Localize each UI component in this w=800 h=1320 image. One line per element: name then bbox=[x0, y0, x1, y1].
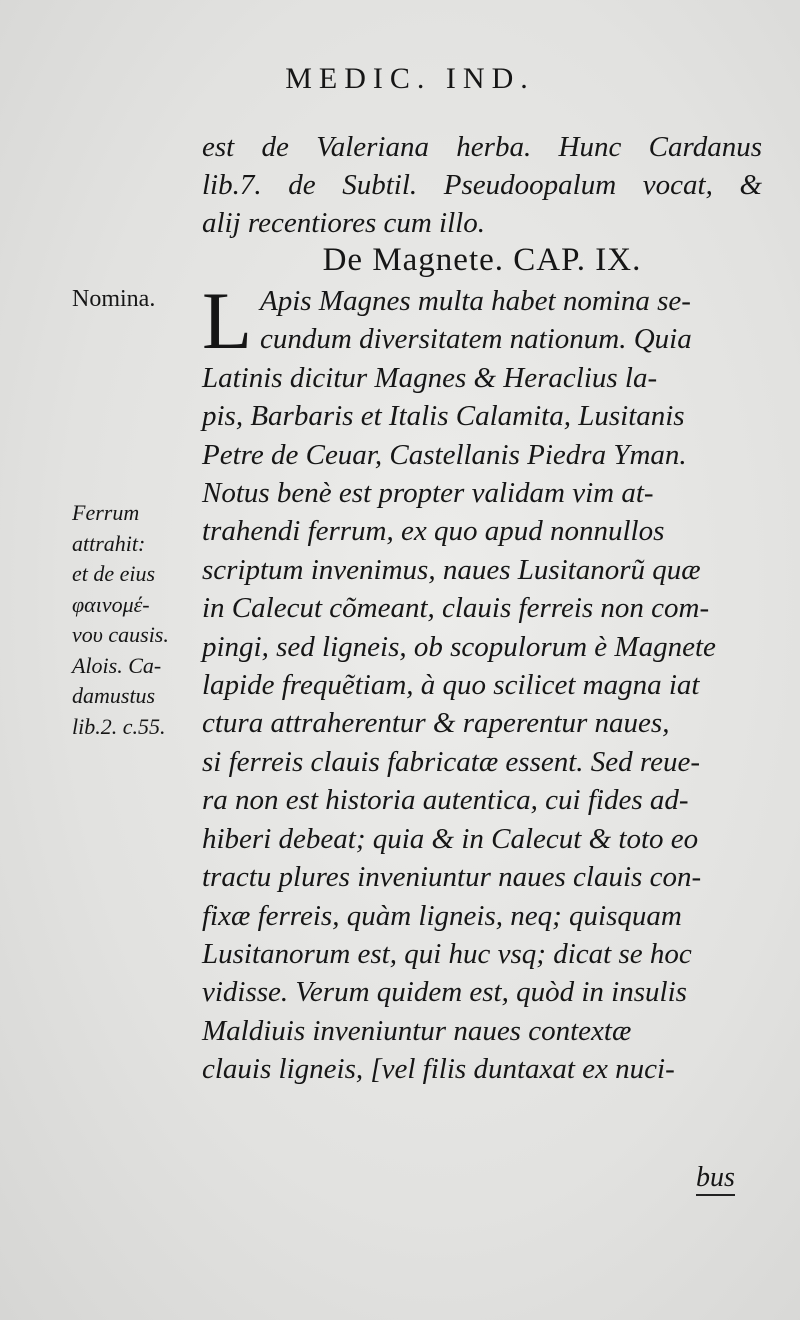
margin-note-line: φαινομέ- bbox=[72, 591, 150, 617]
text-line: tractu plures inveniuntur naues clauis con- bbox=[202, 861, 702, 894]
margin-note-line: lib.2. c.55. bbox=[72, 713, 166, 739]
text-line: alij recentiores cum illo. bbox=[202, 207, 485, 240]
text-line: hiberi debeat; quia & in Calecut & toto eo bbox=[202, 822, 699, 855]
text-line: vidisse. Verum quidem est, quòd in insulis bbox=[202, 976, 687, 1009]
margin-note-line: et de eius bbox=[72, 561, 156, 586]
text-line: pis, Barbaris et Italis Calamita, Lusitanis bbox=[202, 400, 685, 433]
margin-note-ferrum bbox=[72, 498, 202, 742]
running-head: MEDIC. IND. bbox=[285, 62, 535, 95]
text-line: lib.7. de Subtil. Pseudoopalum vocat, & bbox=[202, 169, 762, 202]
text-line: clauis ligneis, [vel filis duntaxat ex nuci- bbox=[202, 1053, 675, 1086]
margin-note-line: attrahit: bbox=[72, 530, 146, 556]
text-line: Apis Magnes multa habet nomina se- bbox=[260, 285, 691, 317]
margin-note-line: Ferrum bbox=[72, 500, 140, 525]
text-line: est de Valeriana herba. Hunc Cardanus bbox=[202, 131, 762, 163]
main-paragraph bbox=[202, 275, 762, 1089]
text-line: lapide frequẽtiam, à quo scilicet magna iat bbox=[202, 669, 700, 702]
text-line: trahendi ferrum, ex quo apud nonnullos bbox=[202, 515, 665, 548]
text-line: pingi, sed ligneis, ob scopulorum è Magnete bbox=[202, 630, 716, 663]
margin-note-line: Nomina. bbox=[72, 286, 156, 312]
continued-paragraph bbox=[202, 128, 762, 243]
margin-note-line: damustus bbox=[72, 683, 156, 708]
drop-cap: L bbox=[202, 275, 253, 366]
text-line: cundum diversitatem nationum. Quia bbox=[260, 323, 692, 356]
text-line: Notus benè est propter validam vim at- bbox=[202, 477, 654, 510]
text-line: ctura attraherentur & raperentur naues, bbox=[202, 707, 670, 740]
text-line: scriptum invenimus, naues Lusitanorũ quæ bbox=[202, 553, 701, 586]
text-line: Petre de Ceuar, Castellanis Piedra Yman. bbox=[202, 438, 687, 471]
margin-note-nomina bbox=[72, 284, 202, 315]
chapter-heading: De Magnete. CAP. IX. bbox=[322, 242, 642, 278]
text-line: Latinis dicitur Magnes & Heraclius la- bbox=[202, 361, 658, 394]
margin-note-line: Alois. Ca- bbox=[72, 652, 162, 678]
text-line: fixæ ferreis, quàm ligneis, neq; quisquam bbox=[202, 899, 682, 932]
text-line: ra non est historia autentica, cui fides ad- bbox=[202, 784, 689, 817]
text-line: Maldiuis inveniuntur naues contextæ bbox=[202, 1014, 632, 1047]
text-line: si ferreis clauis fabricatæ essent. Sed reue- bbox=[202, 745, 701, 778]
text-line: Lusitanorum est, qui huc vsq; dicat se hoc bbox=[202, 937, 692, 970]
margin-note-line: νου causis. bbox=[72, 622, 169, 647]
text-line: in Calecut cõmeant, clauis ferreis non com- bbox=[202, 592, 710, 625]
catchword: bus bbox=[696, 1162, 735, 1196]
